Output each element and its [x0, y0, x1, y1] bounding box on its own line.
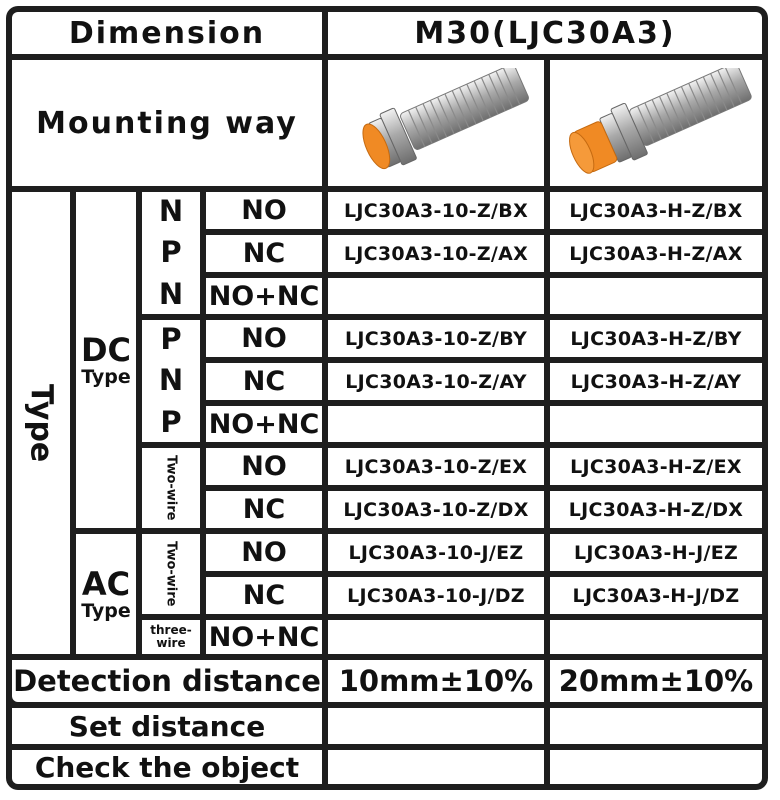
mode-cell: NC — [206, 363, 322, 400]
npn-group — [142, 192, 200, 314]
model-code-cell-2: LJC30A3-H-Z/AX — [550, 235, 762, 272]
mode-cell: NO+NC — [206, 620, 322, 654]
ac-type-label — [76, 534, 136, 654]
model-code-cell-2: LJC30A3-H-J/DZ — [550, 577, 762, 614]
sensor-nonflush-icon — [556, 68, 756, 178]
set-distance-value-2 — [550, 708, 762, 744]
model-code-cell-2: LJC30A3-H-Z/BY — [550, 320, 762, 357]
detection-distance-value-1: 10mm±10% — [328, 660, 544, 702]
pnp-letter: P — [160, 404, 182, 439]
set-distance-label: Set distance — [12, 708, 322, 744]
dimension-header: Dimension — [12, 12, 322, 54]
model-code-cell-2: LJC30A3-H-Z/BX — [550, 192, 762, 229]
check-object-value-2 — [550, 750, 762, 784]
mode-cell: NO — [206, 320, 322, 357]
model-code-cell-1: LJC30A3-10-Z/DX — [328, 491, 544, 528]
pnp-group — [142, 320, 200, 442]
model-code-cell-1 — [328, 278, 544, 314]
ac-label: AC — [81, 564, 131, 603]
mode-cell: NO+NC — [206, 406, 322, 442]
npn-letter: N — [158, 276, 184, 311]
model-code-cell-1: LJC30A3-10-J/EZ — [328, 534, 544, 571]
pnp-letter: P — [160, 322, 182, 357]
mode-cell: NC — [206, 491, 322, 528]
model-code-cell-2: LJC30A3-H-Z/DX — [550, 491, 762, 528]
model-code-cell-2: LJC30A3-H-Z/AY — [550, 363, 762, 400]
model-code-cell-1: LJC30A3-10-Z/AX — [328, 235, 544, 272]
model-code-cell-2: LJC30A3-H-J/EZ — [550, 534, 762, 571]
dc-type-label — [76, 192, 136, 528]
model-code-cell-2 — [550, 406, 762, 442]
dc-two-wire-label: Two-wire — [142, 448, 200, 528]
detection-distance-value-2: 20mm±10% — [550, 660, 762, 702]
type-label: Type — [12, 192, 70, 654]
mounting-way-label: Mounting way — [12, 60, 322, 186]
check-object-value-1 — [328, 750, 544, 784]
dc-label: DC — [80, 330, 132, 369]
model-code-cell-1 — [328, 620, 544, 654]
npn-letter: P — [160, 235, 182, 270]
model-code-cell-2 — [550, 620, 762, 654]
model-code-cell-1: LJC30A3-10-J/DZ — [328, 577, 544, 614]
model-code-cell-2 — [550, 278, 762, 314]
dc-sub: Type — [81, 365, 131, 388]
model-code-cell-1: LJC30A3-10-Z/BX — [328, 192, 544, 229]
model-code-cell-1: LJC30A3-10-Z/AY — [328, 363, 544, 400]
mode-cell: NO — [206, 192, 322, 229]
mode-cell: NC — [206, 577, 322, 614]
mode-cell: NO — [206, 448, 322, 485]
detection-distance-label: Detection distance — [12, 660, 322, 702]
model-code-cell-1: LJC30A3-10-Z/EX — [328, 448, 544, 485]
ac-two-wire-label: Two-wire — [142, 534, 200, 614]
model-header: M30(LJC30A3) — [328, 12, 762, 54]
pnp-letter: N — [158, 363, 184, 398]
model-code-cell-1 — [328, 406, 544, 442]
set-distance-value-1 — [328, 708, 544, 744]
mode-cell: NC — [206, 235, 322, 272]
sensor-flush-icon — [336, 68, 536, 178]
ac-three-wire-label: three- wire — [142, 620, 200, 654]
check-object-label: Check the object — [12, 750, 322, 784]
mounting-image-flush — [328, 60, 544, 186]
mode-cell: NO+NC — [206, 278, 322, 314]
mode-cell: NO — [206, 534, 322, 571]
npn-letter: N — [158, 194, 184, 229]
model-code-cell-2: LJC30A3-H-Z/EX — [550, 448, 762, 485]
ac-sub: Type — [81, 599, 131, 622]
mounting-image-nonflush — [550, 60, 762, 186]
model-code-cell-1: LJC30A3-10-Z/BY — [328, 320, 544, 357]
